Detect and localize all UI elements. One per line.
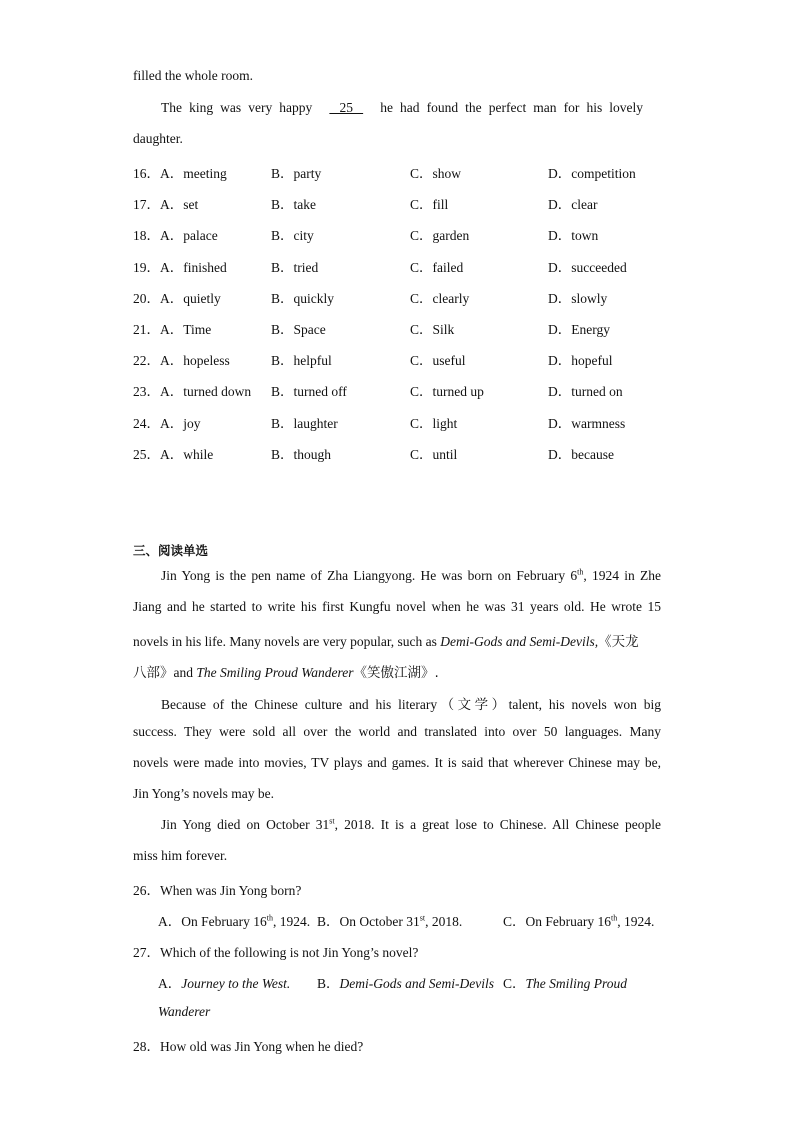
option-a-label: A．Time	[160, 322, 212, 337]
cloze-question-row	[133, 380, 673, 398]
option-a[interactable]	[133, 162, 227, 182]
option-d[interactable]: D．clear	[548, 197, 598, 213]
option-a-label: A．hopeless	[160, 353, 230, 369]
question-number: 22．	[133, 353, 160, 369]
option-d[interactable]: D．slowly	[548, 290, 608, 306]
option-a-label: A．quietly	[160, 290, 221, 306]
q26-option-a[interactable]: A．On February 16th, 1924.	[158, 913, 311, 929]
paragraph-line: 八部》and The Smiling Proud Wanderer《笑傲江湖》.	[133, 665, 439, 681]
option-d[interactable]: D．succeeded	[548, 259, 627, 275]
option-c[interactable]: C．clearly	[410, 290, 470, 306]
option-c[interactable]: C．light	[410, 415, 458, 431]
q26-option-c[interactable]: C．On February 16th, 1924.	[503, 913, 655, 929]
paragraph-line: miss him forever.	[133, 848, 228, 863]
question-number: 24．	[133, 415, 160, 431]
blank-25: 25	[339, 100, 353, 115]
option-a-label: A．while	[160, 446, 214, 462]
option-a-label: A．set	[160, 197, 199, 213]
option-a[interactable]	[133, 318, 211, 338]
question-28: 28．How old was Jin Yong when he died?	[133, 1039, 364, 1054]
question-number: 19．	[133, 259, 160, 275]
option-c[interactable]: C．turned up	[410, 384, 484, 400]
novel-title: Demi-Gods and Semi-Devils,	[440, 634, 599, 649]
option-c[interactable]: C．show	[410, 166, 462, 181]
option-d[interactable]: D．warmness	[548, 415, 626, 431]
paragraph-line: Because of the Chinese culture and his literary（文学）talent, his novels won big	[161, 697, 661, 712]
option-c[interactable]: C．garden	[410, 228, 470, 244]
question-number: 21．	[133, 322, 160, 337]
option-c[interactable]: C．Silk	[410, 322, 455, 337]
q27-option-c-continued: Wanderer	[158, 1004, 211, 1019]
option-a-label: A．palace	[160, 228, 218, 244]
paragraph-line: novels were made into movies, TV plays and games. It is said that wherever Chinese may be,	[133, 755, 661, 770]
option-a[interactable]	[133, 224, 218, 244]
option-d[interactable]: D．hopeful	[548, 353, 613, 369]
option-a-label: A．finished	[160, 259, 227, 275]
question-number: 20．	[133, 290, 160, 306]
option-a-label: A．meeting	[160, 166, 227, 181]
option-c[interactable]: C．failed	[410, 259, 464, 275]
option-b[interactable]: B．though	[271, 446, 332, 462]
question-number: 23．	[133, 384, 160, 400]
cloze-question-row	[133, 256, 673, 274]
option-a[interactable]	[133, 256, 227, 276]
option-a[interactable]	[133, 193, 198, 213]
option-d[interactable]: D．competition	[548, 166, 636, 181]
option-d[interactable]: D．town	[548, 228, 599, 244]
option-a[interactable]	[133, 380, 251, 400]
option-b[interactable]: B．city	[271, 228, 314, 244]
option-b[interactable]: B．helpful	[271, 353, 332, 369]
option-b[interactable]: B．quickly	[271, 290, 334, 306]
option-d[interactable]: D．Energy	[548, 322, 610, 337]
option-c[interactable]: C．until	[410, 446, 458, 462]
option-b[interactable]: B．party	[271, 166, 322, 181]
option-b[interactable]: B．tried	[271, 259, 319, 275]
novel-title: The Smiling Proud Wanderer	[196, 665, 354, 680]
cloze-question-row	[133, 287, 673, 305]
question-number: 18．	[133, 228, 160, 244]
q27-option-b[interactable]: B．Demi-Gods and Semi-Devils	[317, 976, 494, 991]
cloze-question-row	[133, 349, 673, 367]
passage-line: daughter.	[133, 131, 183, 146]
option-a[interactable]	[133, 443, 213, 463]
passage-line: filled the whole room.	[133, 68, 253, 83]
question-27: 27．Which of the following is not Jin Yong’s novel?	[133, 945, 419, 960]
option-b[interactable]: B．turned off	[271, 384, 347, 400]
cloze-question-row	[133, 412, 673, 430]
passage-line: The king was very happy 25 he had found the perfect man for his lovely	[161, 100, 644, 115]
cloze-question-row	[133, 162, 673, 180]
cloze-question-row	[133, 193, 673, 211]
option-a[interactable]	[133, 287, 221, 307]
question-number: 16．	[133, 166, 160, 181]
paragraph-line: Jin Yong’s novels may be.	[133, 786, 275, 801]
paragraph-line: Jin Yong is the pen name of Zha Liangyong. He was born on February 6th, 1924 in Zhe	[161, 567, 661, 583]
option-c[interactable]: C．useful	[410, 353, 466, 369]
question-number: 25．	[133, 446, 160, 462]
section-heading: 三、阅读单选	[133, 543, 209, 558]
q26-option-b[interactable]: B．On October 31st, 2018.	[317, 913, 463, 929]
question-number: 17．	[133, 197, 160, 213]
question-26: 26．When was Jin Yong born?	[133, 883, 302, 898]
cloze-question-row	[133, 224, 673, 242]
option-c[interactable]: C．fill	[410, 197, 449, 213]
cloze-question-row	[133, 318, 673, 336]
paragraph-line: Jiang and he started to write his first Kungfu novel when he was 31 years old. He wrote 15	[133, 599, 661, 614]
option-a[interactable]	[133, 349, 230, 369]
option-a-label: A．turned down	[160, 384, 252, 400]
paragraph-line: Jin Yong died on October 31st, 2018. It is a great lose to Chinese. All Chinese people	[161, 816, 661, 832]
paragraph-line: novels in his life. Many novels are very popular, such as Demi-Gods and Semi-Devils,《天龙	[133, 634, 639, 650]
option-b[interactable]: B．Space	[271, 322, 326, 337]
option-a-label: A．joy	[160, 415, 201, 431]
q27-option-c[interactable]: C．The Smiling Proud	[503, 976, 628, 991]
paragraph-line: success. They were sold all over the world and translated into over 50 languages. Many	[133, 724, 661, 739]
cloze-question-row	[133, 443, 673, 461]
option-b[interactable]: B．laughter	[271, 415, 338, 431]
q27-option-a[interactable]: A．Journey to the West.	[158, 976, 291, 991]
option-d[interactable]: D．because	[548, 446, 614, 462]
option-b[interactable]: B．take	[271, 197, 316, 213]
option-d[interactable]: D．turned on	[548, 384, 623, 400]
option-a[interactable]	[133, 412, 201, 432]
